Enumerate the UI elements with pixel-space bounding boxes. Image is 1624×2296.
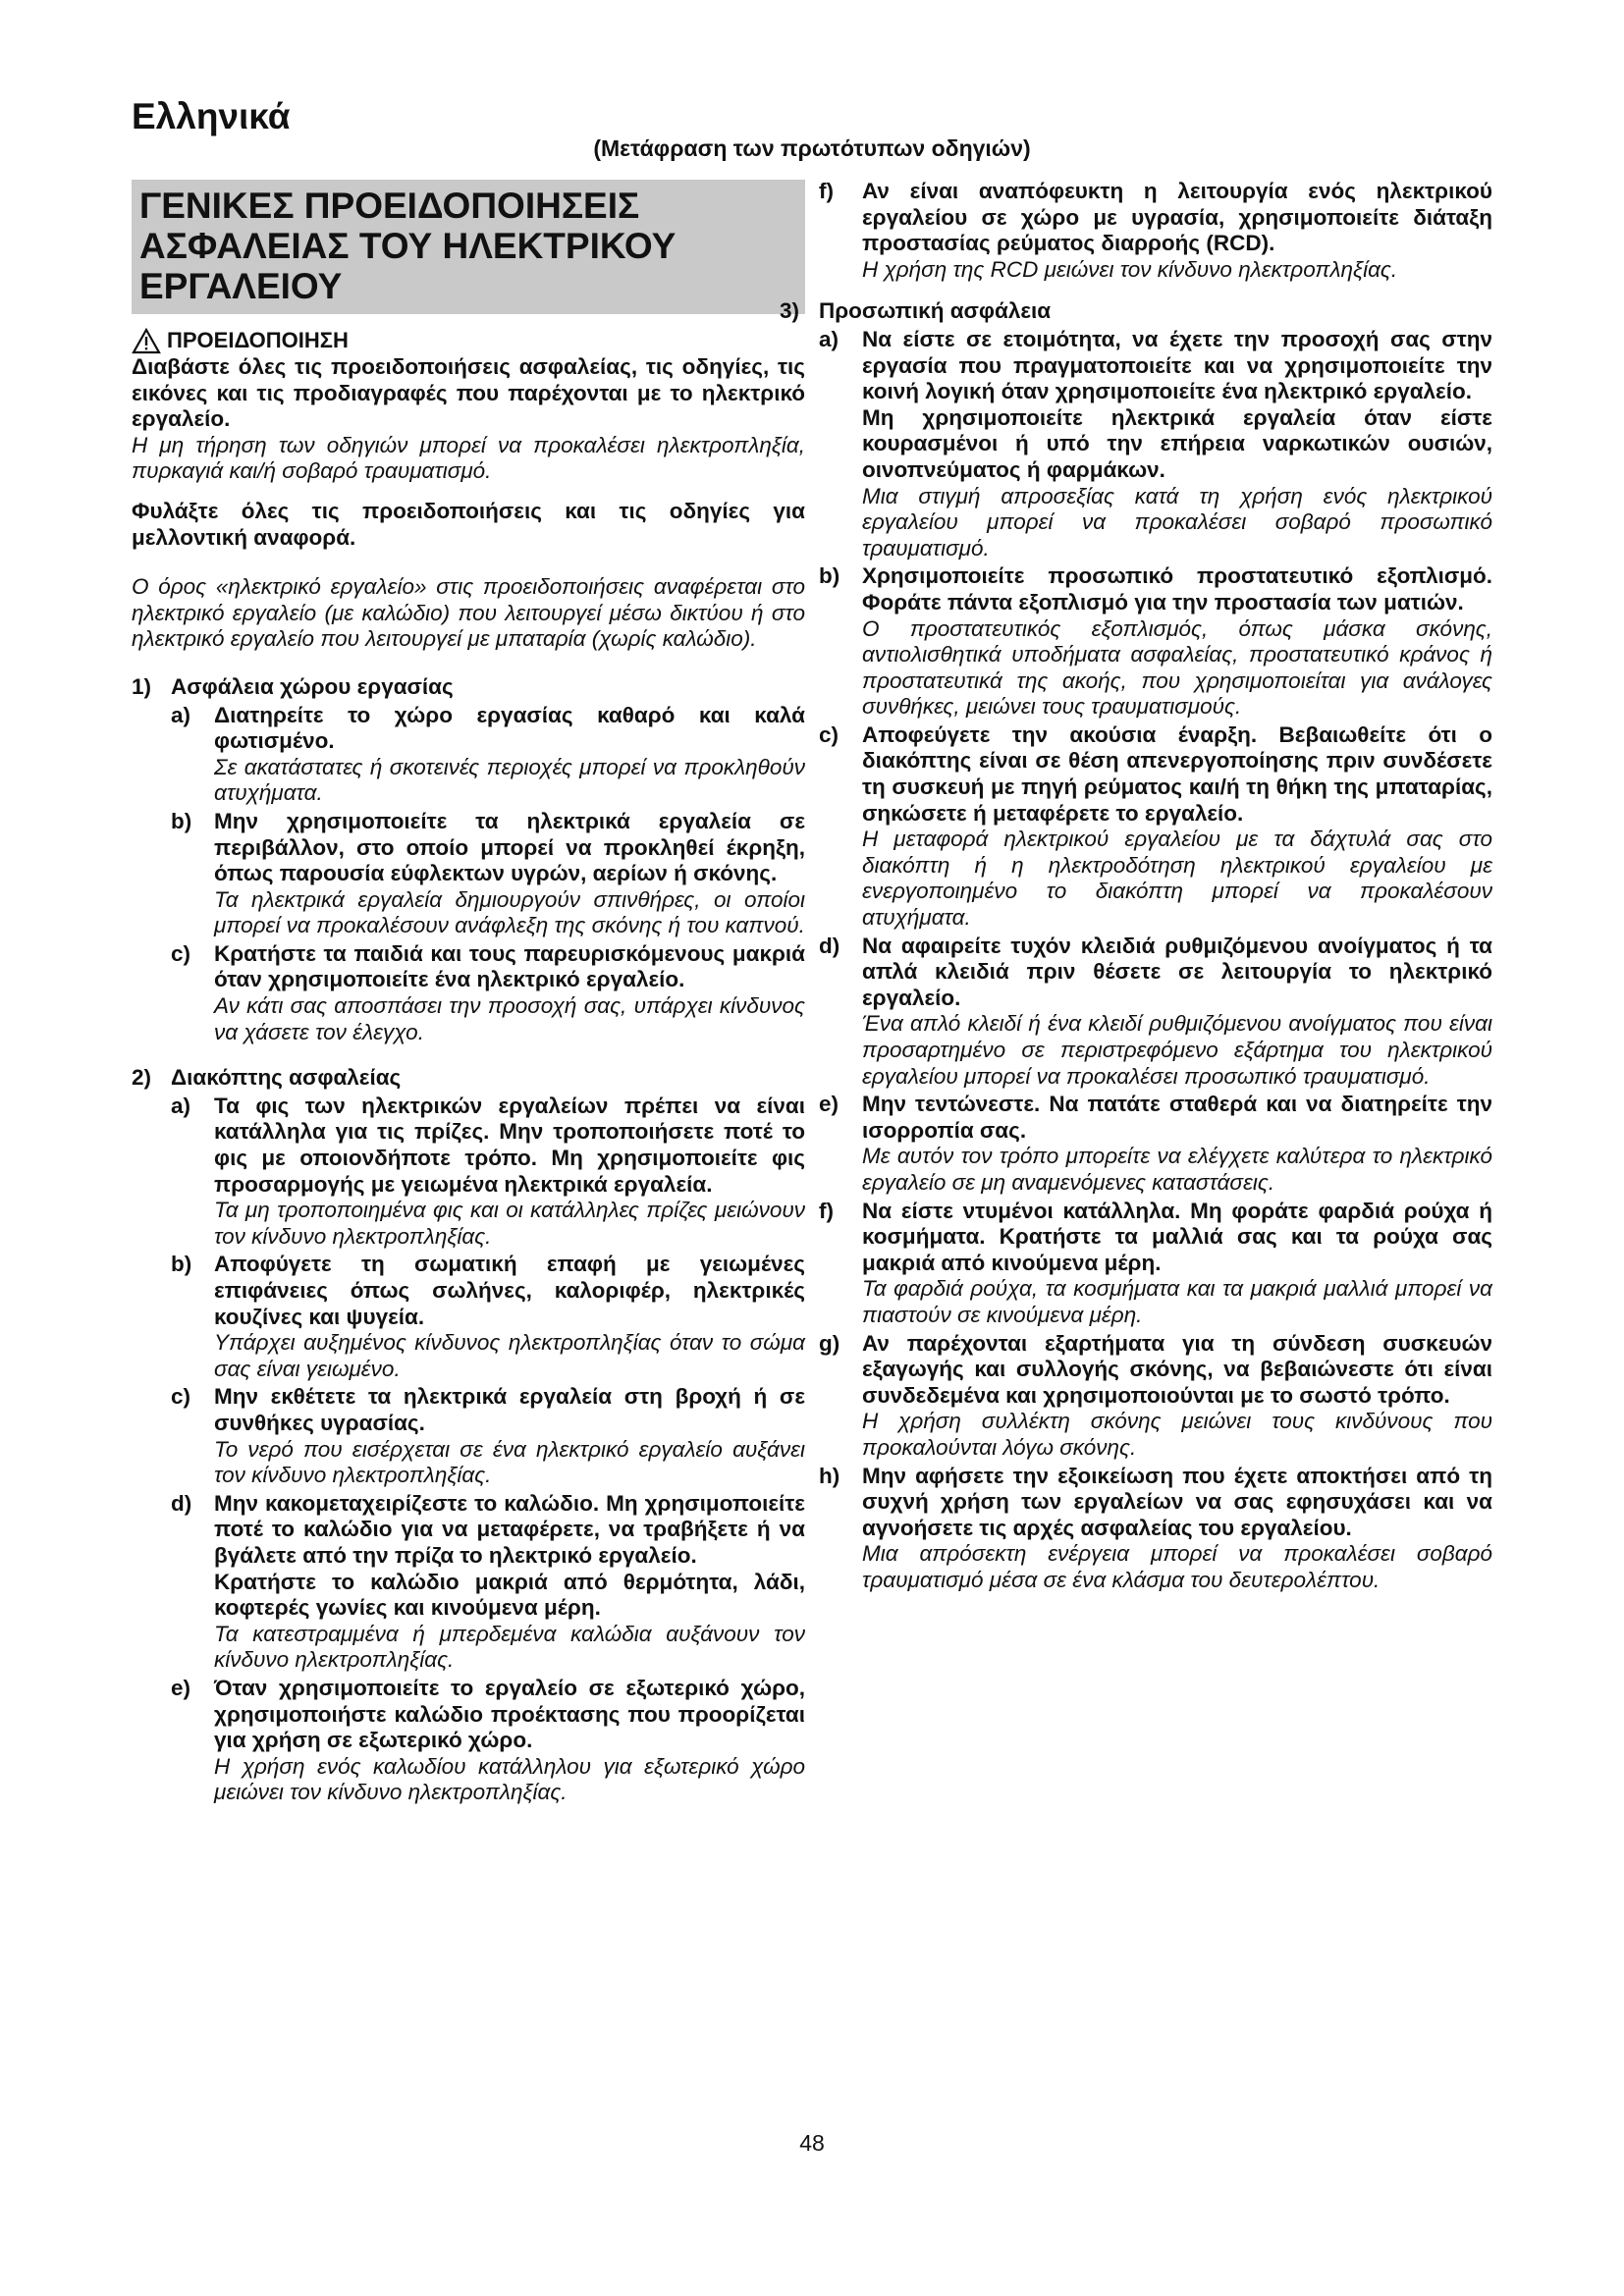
list-item [132,1676,805,1806]
list-item [132,1384,805,1488]
item-bold: Μην αφήσετε την εξοικείωση που έχετε αποκτήσει από τη συχνή χρήση των εργαλείων να σας εφησυχάσει και να αγνοήσετε τις αρχές ασφαλείας του εργαλείου. [862,1463,1492,1540]
item-letter: a) [171,1093,191,1118]
item-bold: Να αφαιρείτε τυχόν κλειδιά ρυθμιζόμενου ανοίγματος ή τα απλά κλειδιά πριν θέσετε σε λειτουργία το ηλεκτρικό εργαλείο. [862,933,1492,1010]
section-number: 3) [780,298,800,324]
item-letter: e) [171,1675,191,1700]
item-bold: Μην τεντώνεστε. Να πατάτε σταθερά και να διατηρείτε την ισορροπία σας. [862,1092,1492,1143]
warning-heading [132,328,805,354]
list-item [132,809,805,939]
item-bold: Όταν χρησιμοποιείτε το εργαλείο σε εξωτερικό χώρο, χρησιμοποιήστε καλώδιο προέκτασης που προορίζεται για χρήση σε εξωτερικό χώρο. [214,1675,805,1753]
list-item [132,941,805,1045]
item-letter: c) [171,940,191,966]
item-letter: b) [819,563,840,589]
list-item [819,327,1492,561]
warning-label: ΠΡΟΕΙΔΟΠΟΙΗΣΗ [167,328,349,353]
list-item [819,1331,1492,1462]
item-bold: Μην κακομεταχειρίζεστε το καλώδιο. Μη χρησιμοποιείτε ποτέ το καλώδιο για να μεταφέρετε, να τραβήξετε ή να βγάλετε από την πρίζα το ηλεκτρικό εργαλείο. [214,1490,805,1568]
section-number: 1) [132,673,152,699]
section-2-heading [132,1065,805,1092]
item-bold: Αποφεύγετε την ακούσια έναρξη. Βεβαιωθείτε ότι ο διακόπτης είναι σε θέση απενεργοποίησης πριν συνδέσετε τη συσκευή με πηγή ρεύματος και/ή τη θήκη της μπαταρίας, σηκώσετε ή μεταφέρετε το εργαλείο. [862,721,1492,826]
item-letter: c) [819,721,839,747]
item-letter: e) [819,1092,839,1117]
item-italic: Υπάρχει αυξημένος κίνδυνος ηλεκτροπληξίας όταν το σώμα σας είναι γειωμένο. [214,1330,805,1381]
item-bold: Τα φις των ηλεκτρικών εργαλείων πρέπει να είναι κατάλληλα για τις πρίζες. Μην τροποποιήσετε ποτέ το φις με οποιονδήποτε τρόπο. Μη χρησιμοποιείτε φις προσαρμογής με γειωμένα ηλεκτρικά εργαλεία. [214,1093,805,1197]
item-bold: Αν παρέχονται εξαρτήματα για τη σύνδεση συσκευών εξαγωγής και συλλογής σκόνης, να βεβαιώνεστε ότι είναι συνδεδεμένα και χρησιμοποιούνται με το σωστό τρόπο. [862,1330,1492,1408]
item-letter: c) [171,1384,191,1410]
item-bold: Αποφύγετε τη σωματική επαφή με γειωμένες επιφάνειες όπως σωλήνες, καλοριφέρ, ηλεκτρικές κουζίνες και ψυγεία. [214,1252,805,1329]
keep-instructions: Φυλάξτε όλες τις προειδοποιήσεις και τις οδηγίες για μελλοντική αναφορά. [132,498,805,550]
language-heading: Ελληνικά [132,96,291,136]
term-definition: Ο όρος «ηλεκτρικό εργαλείο» στις προειδοποιήσεις αναφέρεται στο ηλεκτρικό εργαλείο (με καλώδιο) που λειτουργεί μέσω δικτύου ή στο ηλεκτρικό εργαλείο που λειτουργεί με μπαταρία (χωρίς καλώδιο). [132,574,805,652]
item-bold: Να είστε σε ετοιμότητα, να έχετε την προσοχή σας στην εργασία που πραγματοποιείτε και να χρησιμοποιείτε την κοινή λογική όταν χρησιμοποιείτε ένα ηλεκτρικό εργαλείο. [862,326,1492,404]
list-item [819,1464,1492,1594]
item-letter: f) [819,1198,834,1223]
section-number: 2) [132,1065,152,1091]
item-bold-2: Μη χρησιμοποιείτε ηλεκτρικά εργαλεία όταν είστε κουρασμένοι ή υπό την επήρεια ναρκωτικών ουσιών, οινοπνεύματος ή φαρμάκων. [862,404,1492,482]
item-letter: g) [819,1330,840,1356]
item-letter: d) [171,1490,192,1516]
item-letter: b) [171,1252,192,1277]
item-bold: Μην εκθέτετε τα ηλεκτρικά εργαλεία στη βροχή ή σε συνθήκες υγρασίας. [214,1384,805,1435]
list-item [819,1092,1492,1196]
item-bold: Να είστε ντυμένοι κατάλληλα. Μη φοράτε φαρδιά ρούχα ή κοσμήματα. Κρατήστε τα μαλλιά σας και τα ρούχα σας μακριά από κινούμενα μέρη. [862,1198,1492,1275]
page-number: 48 [799,2130,825,2156]
list-item [819,179,1492,283]
item-italic: Η χρήση ενός καλωδίου κατάλληλου για εξωτερικό χώρο μειώνει τον κίνδυνο ηλεκτροπληξίας. [214,1753,805,1805]
item-bold: Αν είναι αναπόφευκτη η λειτουργία ενός ηλεκτρικού εργαλείου σε χώρο με υγρασία, χρησιμοποιείτε διάταξη προστασίας ρεύματος διαρροής (RCD). [862,179,1492,256]
item-italic: Τα κατεστραμμένα ή μπερδεμένα καλώδια αυξάνουν τον κίνδυνο ηλεκτροπληξίας. [214,1621,805,1673]
list-item [132,1252,805,1382]
item-italic: Με αυτόν τον τρόπο μπορείτε να ελέγχετε καλύτερα το ηλεκτρικό εργαλείο σε μη αναμενόμενες καταστάσεις. [862,1144,1492,1195]
list-item [819,1199,1492,1329]
item-italic: Η χρήση της RCD μειώνει τον κίνδυνο ηλεκτροπληξίας. [862,256,1398,282]
item-bold-2: Κρατήστε το καλώδιο μακριά από θερμότητα, λάδι, κοφτερές γωνίες και κινούμενα μέρη. [214,1569,805,1621]
item-italic: Η χρήση συλλέκτη σκόνης μειώνει τους κινδύνους που προκαλούνται λόγω σκόνης. [862,1409,1492,1460]
left-column [132,180,805,1806]
list-item [132,1491,805,1674]
subtitle: (Μετάφραση των πρωτότυπων οδηγιών) [593,135,1031,161]
right-column [780,177,1492,1593]
intro-bold: Διαβάστε όλες τις προειδοποιήσεις ασφαλείας, τις οδηγίες, τις εικόνες και τις προδιαγραφές που παρέχονται με το ηλεκτρικό εργαλείο. [132,354,805,432]
section-1-heading [132,674,805,701]
section-title-box [132,180,805,314]
item-letter: a) [819,326,839,351]
item-bold: Κρατήστε τα παιδιά και τους παρευρισκόμενους μακριά όταν χρησιμοποιείτε ένα ηλεκτρικό εργαλείο. [214,940,805,992]
intro-italic: Η μη τήρηση των οδηγιών μπορεί να προκαλέσει ηλεκτροπληξία, πυρκαγιά και/ή σοβαρό τραυματισμό. [132,432,805,484]
item-letter: b) [171,808,192,833]
list-item [132,1094,805,1251]
item-italic: Σε ακατάστατες ή σκοτεινές περιοχές μπορεί να προκληθούν ατυχήματα. [214,754,805,806]
item-italic: Η μεταφορά ηλεκτρικού εργαλείου με τα δάχτυλά σας στο διακόπτη ή η ηλεκτροδότηση ηλεκτρικού εργαλείου με ενεργοποιημένο το διακόπτη μπορεί να προκαλέσουν ατυχήματα. [862,827,1492,931]
warning-triangle-icon [132,328,161,354]
item-bold: Μην χρησιμοποιείτε τα ηλεκτρικά εργαλεία σε περιβάλλον, στο οποίο μπορεί να προκληθεί έκρηξη, όπως παρουσία εύφλεκτων υγρών, αερίων ή σκόνης. [214,808,805,886]
list-item [819,563,1492,721]
list-item [132,703,805,807]
list-item [819,722,1492,932]
section-title: Προσωπική ασφάλεια [819,298,1052,324]
item-italic: Τα ηλεκτρικά εργαλεία δημιουργούν σπινθήρες, οι οποίοι μπορεί να προκαλέσουν ανάφλεξη της σκόνης ή του καπνού. [214,886,805,938]
list-item [819,934,1492,1091]
item-italic: Ένα απλό κλειδί ή ένα κλειδί ρυθμιζόμενου ανοίγματος που είναι προσαρτημένο σε περιστρεφόμενο εξάρτημα του ηλεκτρικού εργαλείου μπορεί να προκαλέσει προσωπικό τραυματισμό. [862,1011,1492,1089]
item-bold: Διατηρείτε το χώρο εργασίας καθαρό και καλά φωτισμένο. [214,702,805,754]
item-italic: Τα μη τροποποιημένα φις και οι κατάλληλες πρίζες μειώνουν τον κίνδυνο ηλεκτροπληξίας. [214,1198,805,1249]
item-letter: d) [819,933,840,958]
item-italic: Ο προστατευτικός εξοπλισμός, όπως μάσκα σκόνης, αντιολισθητικά υποδήματα ασφαλείας, προστατευτικό κράνος ή προστατευτικά της ακοής, που χρησιμοποιείται για ανάλογες συνθήκες, μειώνει τους τραυματισμούς. [862,615,1492,720]
item-bold: Χρησιμοποιείτε προσωπικό προστατευτικό εξοπλισμό. Φοράτε πάντα εξοπλισμό για την προστασία των ματιών. [862,563,1492,614]
section-title: Ασφάλεια χώρου εργασίας [171,673,454,699]
item-italic: Τα φαρδιά ρούχα, τα κοσμήματα και τα μακριά μαλλιά μπορεί να πιαστούν σε κινούμενα μέρη. [862,1276,1492,1327]
section-title: ΓΕΝΙΚΕΣ ΠΡΟΕΙΔΟΠΟΙΗΣΕΙΣ ΑΣΦΑΛΕΙΑΣ ΤΟΥ ΗΛΕΚΤΡΙΚΟΥ ΕΡΓΑΛΕΙΟΥ [139,186,677,306]
item-letter: f) [819,179,834,203]
item-italic: Μια απρόσεκτη ενέργεια μπορεί να προκαλέσει σοβαρό τραυματισμό μέσα σε ένα κλάσμα του δευτερολέπτου. [862,1541,1492,1592]
item-letter: a) [171,702,191,727]
section-title: Διακόπτης ασφαλείας [171,1065,402,1091]
item-italic: Μια στιγμή απροσεξίας κατά τη χρήση ενός ηλεκτρικού εργαλείου μπορεί να προκαλέσει σοβαρό προσωπικό τραυματισμό. [862,483,1492,561]
section-3-heading [780,298,1492,325]
item-italic: Το νερό που εισέρχεται σε ένα ηλεκτρικό εργαλείο αυξάνει τον κίνδυνο ηλεκτροπληξίας. [214,1436,805,1488]
item-italic: Αν κάτι σας αποσπάσει την προσοχή σας, υπάρχει κίνδυνος να χάσετε τον έλεγχο. [214,993,805,1044]
item-letter: h) [819,1463,840,1488]
